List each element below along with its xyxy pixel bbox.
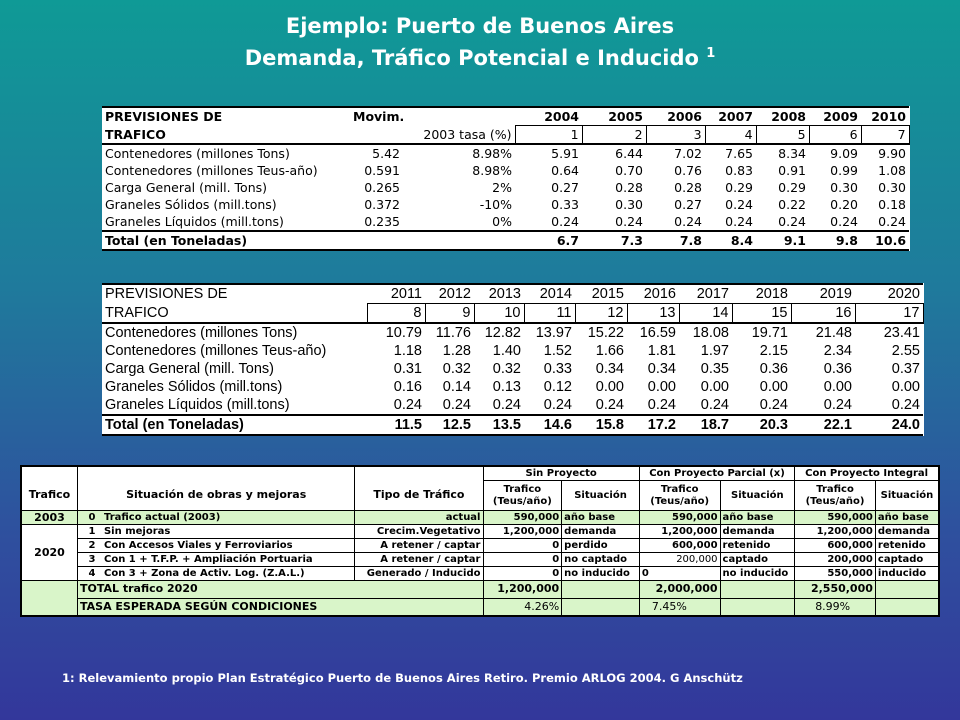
forecast-value: 0.31 (393, 361, 422, 377)
scenario-row (21, 539, 939, 553)
total-row (102, 231, 909, 250)
forecast-value: 0.35 (700, 361, 729, 377)
forecast-value: 1.66 (595, 343, 624, 359)
scenario-row (21, 567, 939, 581)
table-row (102, 179, 909, 196)
table-row (102, 213, 909, 231)
year-header: 2013 (474, 284, 524, 304)
situacion-cell (77, 567, 354, 581)
situacion-cell (77, 525, 354, 539)
forecast-value: 0.99 (830, 163, 859, 178)
forecast-value: 9.09 (830, 146, 859, 161)
scenario-number: 4 (88, 567, 96, 579)
tipo-trafico: Generado / Inducido (355, 567, 483, 581)
forecast-value: 0.36 (759, 361, 788, 377)
trafico-value: 590,000 (483, 511, 562, 525)
table-row (102, 342, 923, 360)
year-header: 2017 (679, 284, 732, 304)
year-header: 2004 (515, 107, 582, 126)
trafico-value: 590,000 (795, 511, 876, 525)
col-situacion-obras: Situación de obras y mejoras (77, 481, 354, 511)
year-header: 2011 (367, 284, 425, 304)
forecast-value: 13.97 (535, 325, 572, 341)
forecast-value: 1.40 (492, 343, 521, 359)
scenario-rows (21, 525, 939, 581)
col-tipo-trafico: Tipo de Tráfico (355, 481, 483, 511)
header-previsiones: PREVISIONES DE (102, 107, 350, 126)
forecast-value: 1.52 (543, 343, 572, 359)
year-header: 2012 (425, 284, 474, 304)
situacion-value: no captado (562, 553, 640, 567)
total-value: 18.7 (679, 415, 732, 435)
forecast-value: 1.08 (878, 163, 907, 178)
total-label: TOTAL trafico 2020 (77, 581, 483, 599)
trafico-value: 200,000 (795, 553, 876, 567)
forecast-value: 0.24 (759, 397, 788, 413)
trafico-value: 590,000 (639, 511, 720, 525)
forecast-value: 0.00 (700, 379, 729, 395)
scenario-table (20, 465, 940, 617)
forecast-value: 2.55 (891, 343, 920, 359)
scenario-description: Trafico actual (2003) (103, 511, 221, 523)
year-index: 15 (732, 304, 791, 324)
total-row (102, 415, 923, 435)
forecast-value: 0.24 (393, 397, 422, 413)
forecast-value: 0.24 (823, 397, 852, 413)
forecast-value: 0.14 (442, 379, 471, 395)
situacion-cell (77, 511, 354, 525)
table-header-row (102, 107, 909, 126)
slide-title-line1: Ejemplo: Puerto de Buenos Aires (285, 14, 675, 38)
forecast-value: 18.08 (692, 325, 729, 341)
forecast-value: 7.02 (674, 146, 703, 161)
col-trafico-label: Trafico (816, 483, 854, 495)
total-value: 12.5 (425, 415, 474, 435)
forecast-value: 0.00 (595, 379, 624, 395)
slide-title-line2 (0, 46, 960, 70)
forecast-value: 16.59 (639, 325, 676, 341)
forecast-value: 0.29 (778, 180, 807, 195)
year-index: 5 (756, 126, 809, 145)
tipo-trafico: actual (355, 511, 483, 525)
row-label: Graneles Líquidos (mill.tons) (105, 397, 290, 413)
forecast-value: 0.24 (674, 214, 703, 229)
col-trafico-teus (795, 481, 876, 511)
year-index: 16 (791, 304, 855, 324)
year-header: 2020 (855, 284, 923, 304)
base-value: 5.42 (372, 146, 400, 161)
forecast-value: 2.34 (823, 343, 852, 359)
forecast-value: 1.18 (393, 343, 422, 359)
forecast-value: 2.15 (759, 343, 788, 359)
forecast-value: 0.24 (442, 397, 471, 413)
situacion-value: año base (720, 511, 795, 525)
situacion-value: no inducido (562, 567, 640, 581)
forecast-value: 0.24 (891, 397, 920, 413)
row-label: Carga General (mill. Tons) (105, 180, 267, 195)
forecast-value: 11.76 (435, 325, 471, 341)
tasa-value: 4.26% (483, 598, 562, 616)
col-trafico-unit: (Teus/año) (650, 495, 710, 507)
forecast-value: 1.81 (647, 343, 676, 359)
forecast-value: 0.33 (551, 197, 580, 212)
forecast-value: 0.30 (878, 180, 907, 195)
col-trafico-teus (639, 481, 720, 511)
total-row (21, 581, 939, 599)
forecast-value: 0.00 (823, 379, 852, 395)
row-label: Contenedores (millones Teus-año) (105, 343, 327, 359)
forecast-value: 9.90 (878, 146, 907, 161)
header-tasa: 2003 tasa (%) (350, 126, 515, 145)
forecast-value: 0.28 (674, 180, 703, 195)
forecast-value: 0.24 (725, 197, 754, 212)
forecast-value: 0.24 (647, 397, 676, 413)
forecast-value: 0.24 (551, 214, 580, 229)
col-situacion: Situación (875, 481, 939, 511)
forecast-value: 0.00 (759, 379, 788, 395)
forecast-value: 0.30 (830, 180, 859, 195)
year-header: 2015 (575, 284, 627, 304)
year-header: 2007 (705, 107, 756, 126)
slide-title-text: Demanda, Tráfico Potencial e Inducido (244, 46, 699, 70)
row-label: Contenedores (millones Teus-año) (105, 163, 318, 178)
total-label: Total (en Toneladas) (102, 415, 367, 435)
table-header-row (102, 284, 923, 304)
total-value: 24.0 (855, 415, 923, 435)
trafico-value: 1,200,000 (795, 525, 876, 539)
situacion-value: captado (875, 553, 939, 567)
forecast-value: 8.34 (778, 146, 807, 161)
year-index: 2 (582, 126, 646, 145)
forecast-value: 0.16 (393, 379, 422, 395)
year-header: 2016 (627, 284, 679, 304)
forecast-value: 6.44 (615, 146, 644, 161)
forecast-value: 1.97 (700, 343, 729, 359)
forecast-value: 7.65 (725, 146, 754, 161)
header-movim: Movim. (350, 107, 515, 126)
forecast-value: 0.24 (878, 214, 907, 229)
rate-value: 2% (492, 180, 513, 195)
rate-value: 8.98% (472, 163, 513, 178)
rate-value: -10% (479, 197, 513, 212)
row-label: Graneles Sólidos (mill.tons) (105, 197, 277, 212)
forecast-value: 23.41 (883, 325, 920, 341)
total-value: 20.3 (732, 415, 791, 435)
total-value: 7.3 (582, 231, 646, 250)
year-header: 2005 (582, 107, 646, 126)
base-value: 0.235 (364, 214, 400, 229)
scenario-description: Sin mejoras (103, 525, 171, 537)
year-index: 4 (705, 126, 756, 145)
group-header-row (21, 466, 939, 481)
year-index: 1 (515, 126, 582, 145)
col-situacion: Situación (562, 481, 640, 511)
forecast-value: 15.22 (587, 325, 624, 341)
situacion-value: retenido (720, 539, 795, 553)
year-header: 2014 (524, 284, 575, 304)
year-2020: 2020 (21, 525, 77, 581)
forecast-value: 0.37 (891, 361, 920, 377)
forecast-value: 0.91 (778, 163, 807, 178)
forecast-value: 0.00 (647, 379, 676, 395)
table-row (102, 196, 909, 213)
trafico-value: 0 (483, 567, 562, 581)
table-row (102, 323, 923, 342)
trafico-value: 0 (639, 567, 720, 581)
total-value: 9.8 (809, 231, 861, 250)
forecast-value: 0.33 (543, 361, 572, 377)
forecast-value: 0.18 (878, 197, 907, 212)
trafico-value: 0 (483, 553, 562, 567)
trafico-value: 600,000 (795, 539, 876, 553)
year-index: 10 (474, 304, 524, 324)
total-value: 2,550,000 (795, 581, 876, 599)
forecast-value: 0.70 (615, 163, 644, 178)
col-trafico-label: Trafico (503, 483, 542, 495)
forecast-value: 0.24 (725, 214, 754, 229)
situacion-value: captado (720, 553, 795, 567)
scenario-number: 2 (88, 539, 96, 551)
total-value: 9.1 (756, 231, 809, 250)
scenario-description: Con 1 + T.F.P. + Ampliación Portuaria (103, 553, 313, 565)
forecast-value: 0.34 (595, 361, 624, 377)
header-previsiones: PREVISIONES DE (102, 284, 367, 304)
forecast-value: 0.30 (615, 197, 644, 212)
header-trafico: TRAFICO (102, 126, 350, 145)
situacion-value: año base (562, 511, 640, 525)
table-row (102, 162, 909, 179)
total-label: Total (en Toneladas) (102, 231, 515, 250)
year-index: 3 (646, 126, 705, 145)
total-value: 7.8 (646, 231, 705, 250)
total-value: 14.6 (524, 415, 575, 435)
forecast-value: 19.71 (751, 325, 788, 341)
table-row (102, 378, 923, 396)
footnote-marker: 1 (706, 46, 716, 61)
forecast-value: 0.27 (551, 180, 580, 195)
tipo-trafico: Crecim.Vegetativo (355, 525, 483, 539)
year-header: 2008 (756, 107, 809, 126)
forecast-value: 0.20 (830, 197, 859, 212)
situacion-value: año base (875, 511, 939, 525)
total-value: 6.7 (515, 231, 582, 250)
forecast-value: 0.12 (543, 379, 572, 395)
forecast-value: 0.24 (700, 397, 729, 413)
group-sin-proyecto: Sin Proyecto (483, 466, 639, 481)
trafico-value: 1,200,000 (639, 525, 720, 539)
forecast-value: 0.32 (492, 361, 521, 377)
year-header: 2019 (791, 284, 855, 304)
col-trafico-teus (483, 481, 562, 511)
group-proyecto-integral: Con Proyecto Integral (795, 466, 939, 481)
forecast-value: 0.29 (725, 180, 754, 195)
total-value: 15.8 (575, 415, 627, 435)
forecast-value: 0.32 (442, 361, 471, 377)
forecast-value: 12.82 (484, 325, 521, 341)
forecast-value: 0.13 (492, 379, 521, 395)
year-index: 13 (627, 304, 679, 324)
scenario-number: 0 (88, 511, 96, 523)
table-row (102, 360, 923, 378)
forecast-value: 10.79 (385, 325, 422, 341)
col-trafico-label: Trafico (660, 483, 699, 495)
table-index-row (102, 304, 923, 324)
situacion-value: retenido (875, 539, 939, 553)
tasa-value: 7.45% (639, 598, 720, 616)
situacion-value: demanda (720, 525, 795, 539)
total-value: 8.4 (705, 231, 756, 250)
rate-value: 0% (492, 214, 513, 229)
forecast-table-body (102, 107, 909, 250)
trafico-value: 600,000 (639, 539, 720, 553)
row-label: Graneles Líquidos (mill.tons) (105, 214, 284, 229)
tasa-value: 8.99% (795, 598, 876, 616)
forecast-value: 0.36 (823, 361, 852, 377)
forecast-value: 0.24 (830, 214, 859, 229)
group-proyecto-parcial: Con Proyecto Parcial (x) (639, 466, 794, 481)
forecast-value: 0.00 (891, 379, 920, 395)
year-2003: 2003 (21, 511, 77, 525)
forecast-table-2011-2020 (102, 283, 924, 436)
forecast-value: 0.24 (615, 214, 644, 229)
total-value: 2,000,000 (639, 581, 720, 599)
year-header: 2006 (646, 107, 705, 126)
scenario-number: 1 (88, 525, 96, 537)
total-value: 10.6 (861, 231, 909, 250)
base-value: 0.591 (364, 163, 400, 178)
forecast-value: 0.34 (647, 361, 676, 377)
forecast-value: 0.76 (674, 163, 703, 178)
row-label: Contenedores (millones Tons) (105, 146, 290, 161)
forecast-value: 0.83 (725, 163, 754, 178)
rate-value: 8.98% (472, 146, 513, 161)
tasa-row (21, 598, 939, 616)
scenario-row (21, 553, 939, 567)
year-index: 8 (367, 304, 425, 324)
year-header: 2009 (809, 107, 861, 126)
forecast-value: 0.24 (778, 214, 807, 229)
table-row (102, 144, 909, 162)
scenario-description: Con Accesos Viales y Ferroviarios (103, 539, 293, 551)
table-row (102, 396, 923, 415)
year-index: 14 (679, 304, 732, 324)
total-value: 17.2 (627, 415, 679, 435)
header-trafico: TRAFICO (102, 304, 367, 324)
situacion-value: inducido (875, 567, 939, 581)
forecast-value: 0.24 (543, 397, 572, 413)
col-trafico-unit: (Teus/año) (805, 495, 865, 507)
row-label: Contenedores (millones Tons) (105, 325, 298, 341)
total-value: 11.5 (367, 415, 425, 435)
total-value: 13.5 (474, 415, 524, 435)
year-index: 12 (575, 304, 627, 324)
forecast-value: 0.24 (595, 397, 624, 413)
trafico-value: 0 (483, 539, 562, 553)
year-index: 6 (809, 126, 861, 145)
year-index: 7 (861, 126, 909, 145)
scenario-description: Con 3 + Zona de Activ. Log. (Z.A.L.) (103, 567, 305, 579)
scenario-number: 3 (88, 553, 96, 565)
forecast-table-2004-2010 (102, 106, 910, 251)
total-value: 1,200,000 (483, 581, 562, 599)
forecast-value: 5.91 (551, 146, 580, 161)
situacion-value: demanda (562, 525, 640, 539)
scenario-row (21, 525, 939, 539)
year-header: 2018 (732, 284, 791, 304)
forecast-value: 0.27 (674, 197, 703, 212)
col-trafico: Trafico (21, 481, 77, 511)
situacion-cell (77, 539, 354, 553)
total-value: 22.1 (791, 415, 855, 435)
year-index: 17 (855, 304, 923, 324)
trafico-value: 550,000 (795, 567, 876, 581)
base-value: 0.372 (364, 197, 400, 212)
tipo-trafico: A retener / captar (355, 553, 483, 567)
year-header: 2010 (861, 107, 909, 126)
forecast-value: 0.24 (492, 397, 521, 413)
tasa-label: TASA ESPERADA SEGÚN CONDICIONES (77, 598, 483, 616)
row-label: Carga General (mill. Tons) (105, 361, 274, 377)
situacion-value: demanda (875, 525, 939, 539)
year-index: 11 (524, 304, 575, 324)
tipo-trafico: A retener / captar (355, 539, 483, 553)
situacion-value: no inducido (720, 567, 795, 581)
col-trafico-unit: (Teus/año) (492, 495, 552, 507)
situacion-value: perdido (562, 539, 640, 553)
forecast-value: 0.64 (551, 163, 580, 178)
row-label: Graneles Sólidos (mill.tons) (105, 379, 283, 395)
forecast-value: 0.28 (615, 180, 644, 195)
forecast-value: 1.28 (442, 343, 471, 359)
base-value: 0.265 (364, 180, 400, 195)
forecast-table-body (102, 284, 923, 435)
row-2003 (21, 511, 939, 525)
forecast-value: 0.22 (778, 197, 807, 212)
situacion-cell (77, 553, 354, 567)
year-index: 9 (425, 304, 474, 324)
trafico-value: 200,000 (639, 553, 720, 567)
table-index-row (102, 126, 909, 145)
column-header-row (21, 481, 939, 511)
trafico-value: 1,200,000 (483, 525, 562, 539)
col-situacion: Situación (720, 481, 795, 511)
footnote: 1: Relevamiento propio Plan Estratégico Puerto de Buenos Aires Retiro. Premio ARLOG 2004. G Anschütz (62, 671, 743, 685)
forecast-value: 21.48 (815, 325, 852, 341)
